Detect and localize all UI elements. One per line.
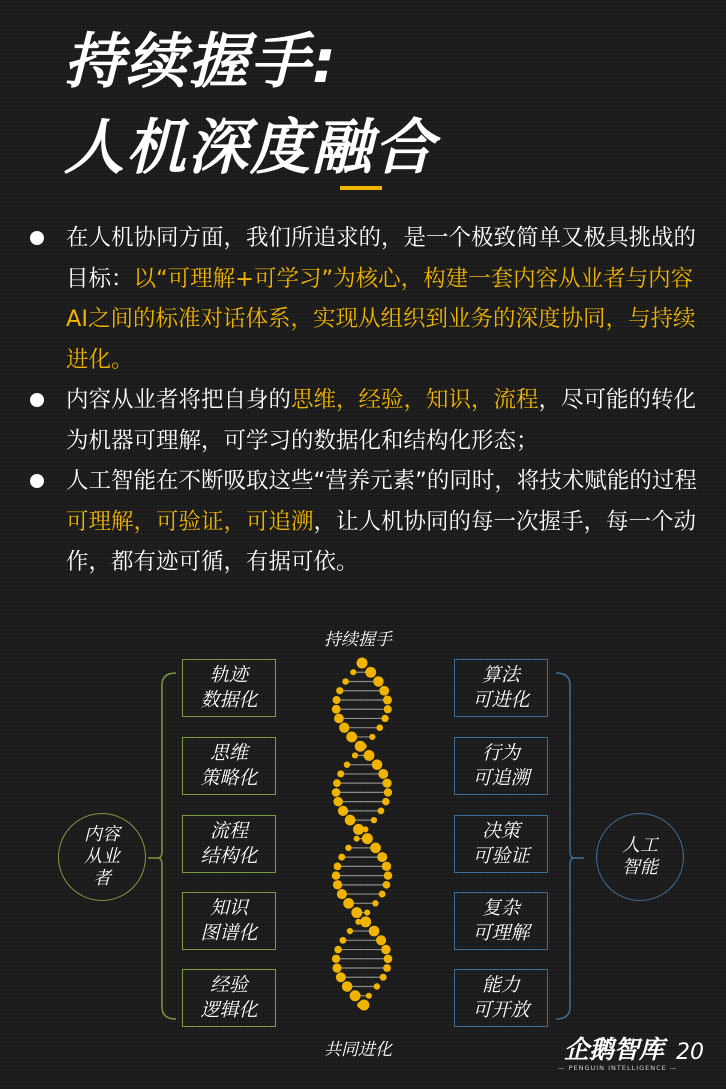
- bullet-text: ，尽可能的转化为机器可理解，可学习的数据化和结构化形态；: [66, 387, 697, 454]
- right-bracket: [556, 673, 584, 1019]
- bullet-item: [28, 218, 708, 380]
- box-line: 可进化: [472, 689, 530, 711]
- circle-line: 者: [93, 868, 111, 889]
- title-line-2: 人机深度融合: [64, 113, 436, 183]
- box-line: 流程: [209, 820, 248, 842]
- right-box-decision: [454, 815, 548, 873]
- circle-line: 人工: [622, 835, 658, 856]
- box-line: 数据化: [200, 689, 258, 711]
- bullet-dot-icon: [30, 393, 44, 407]
- bullet-highlight: 思维，经验，知识，流程: [291, 387, 539, 413]
- right-box-capability: [454, 969, 548, 1027]
- bullet-text: 内容从业者将把自身的: [66, 387, 292, 413]
- box-line: 行为: [481, 742, 520, 764]
- box-line: 图谱化: [200, 922, 258, 944]
- top-caption: 持续握手: [324, 630, 392, 650]
- circle-line: 内容: [84, 824, 120, 845]
- content-worker-circle: [58, 813, 146, 901]
- human-ai-diagram: [0, 615, 726, 1089]
- bullet-highlight: 可理解，可验证，可追溯: [66, 508, 314, 535]
- left-box-experience: [182, 969, 276, 1027]
- right-box-algorithm: [454, 659, 548, 717]
- box-line: 能力: [481, 974, 520, 996]
- box-line: 思维: [209, 742, 248, 764]
- page-number: 20: [676, 1040, 704, 1065]
- bullet-list: [28, 218, 708, 583]
- circle-line: 从业: [84, 846, 120, 867]
- left-box-process: [182, 815, 276, 873]
- bullet-text: 。: [111, 346, 134, 373]
- right-box-behavior: [454, 737, 548, 795]
- box-line: 算法: [481, 664, 520, 686]
- box-line: 轨迹: [209, 664, 248, 686]
- bullet-dot-icon: [30, 474, 44, 488]
- bullet-dot-icon: [30, 231, 44, 245]
- dna-helix-icon: [332, 658, 393, 1011]
- left-bracket: [148, 673, 176, 1019]
- right-box-complex: [454, 892, 548, 950]
- logo-subtitle: — PENGUIN INTELLIGENCE —: [558, 1064, 678, 1072]
- bottom-caption: 共同进化: [324, 1040, 392, 1060]
- bullet-highlight: 以“可理解+可学习”为核心，构建一套内容从业者与内容AI之间的标准对话体系，实现从组织到业务的深度协同，与持续进化: [66, 265, 696, 373]
- left-box-thinking: [182, 737, 276, 795]
- bullet-text: ，让人机协同的每一次握手，每一个动作，都有迹可循，有据可依。: [66, 508, 697, 575]
- box-line: 可追溯: [472, 767, 530, 789]
- box-line: 可开放: [472, 999, 530, 1021]
- bullet-text: 人工智能在不断吸取这些“营养元素”的同时，将技术赋能的过程: [66, 468, 697, 494]
- box-line: 决策: [481, 820, 520, 842]
- title-underline: [340, 186, 382, 190]
- box-line: 复杂: [481, 897, 520, 919]
- bullet-item: [28, 461, 708, 583]
- title-line-1: 持续握手:: [64, 27, 338, 97]
- logo-text: 企鹅智库: [564, 1035, 665, 1064]
- bullet-item: [28, 380, 708, 461]
- penguin-intelligence-logo: [556, 1030, 678, 1080]
- box-line: 结构化: [200, 845, 258, 867]
- box-line: 逻辑化: [200, 999, 258, 1021]
- box-line: 经验: [209, 974, 248, 996]
- box-line: 策略化: [200, 767, 258, 789]
- circle-line: 智能: [622, 857, 658, 878]
- box-line: 知识: [209, 897, 248, 919]
- box-line: 可验证: [472, 845, 530, 867]
- left-box-knowledge: [182, 892, 276, 950]
- left-box-trajectory: [182, 659, 276, 717]
- ai-circle: [596, 813, 684, 901]
- box-line: 可理解: [472, 922, 530, 944]
- bullet-text: 在人机协同方面，我们所追求的，是一个极致简单又极具挑战的目标：: [66, 225, 697, 292]
